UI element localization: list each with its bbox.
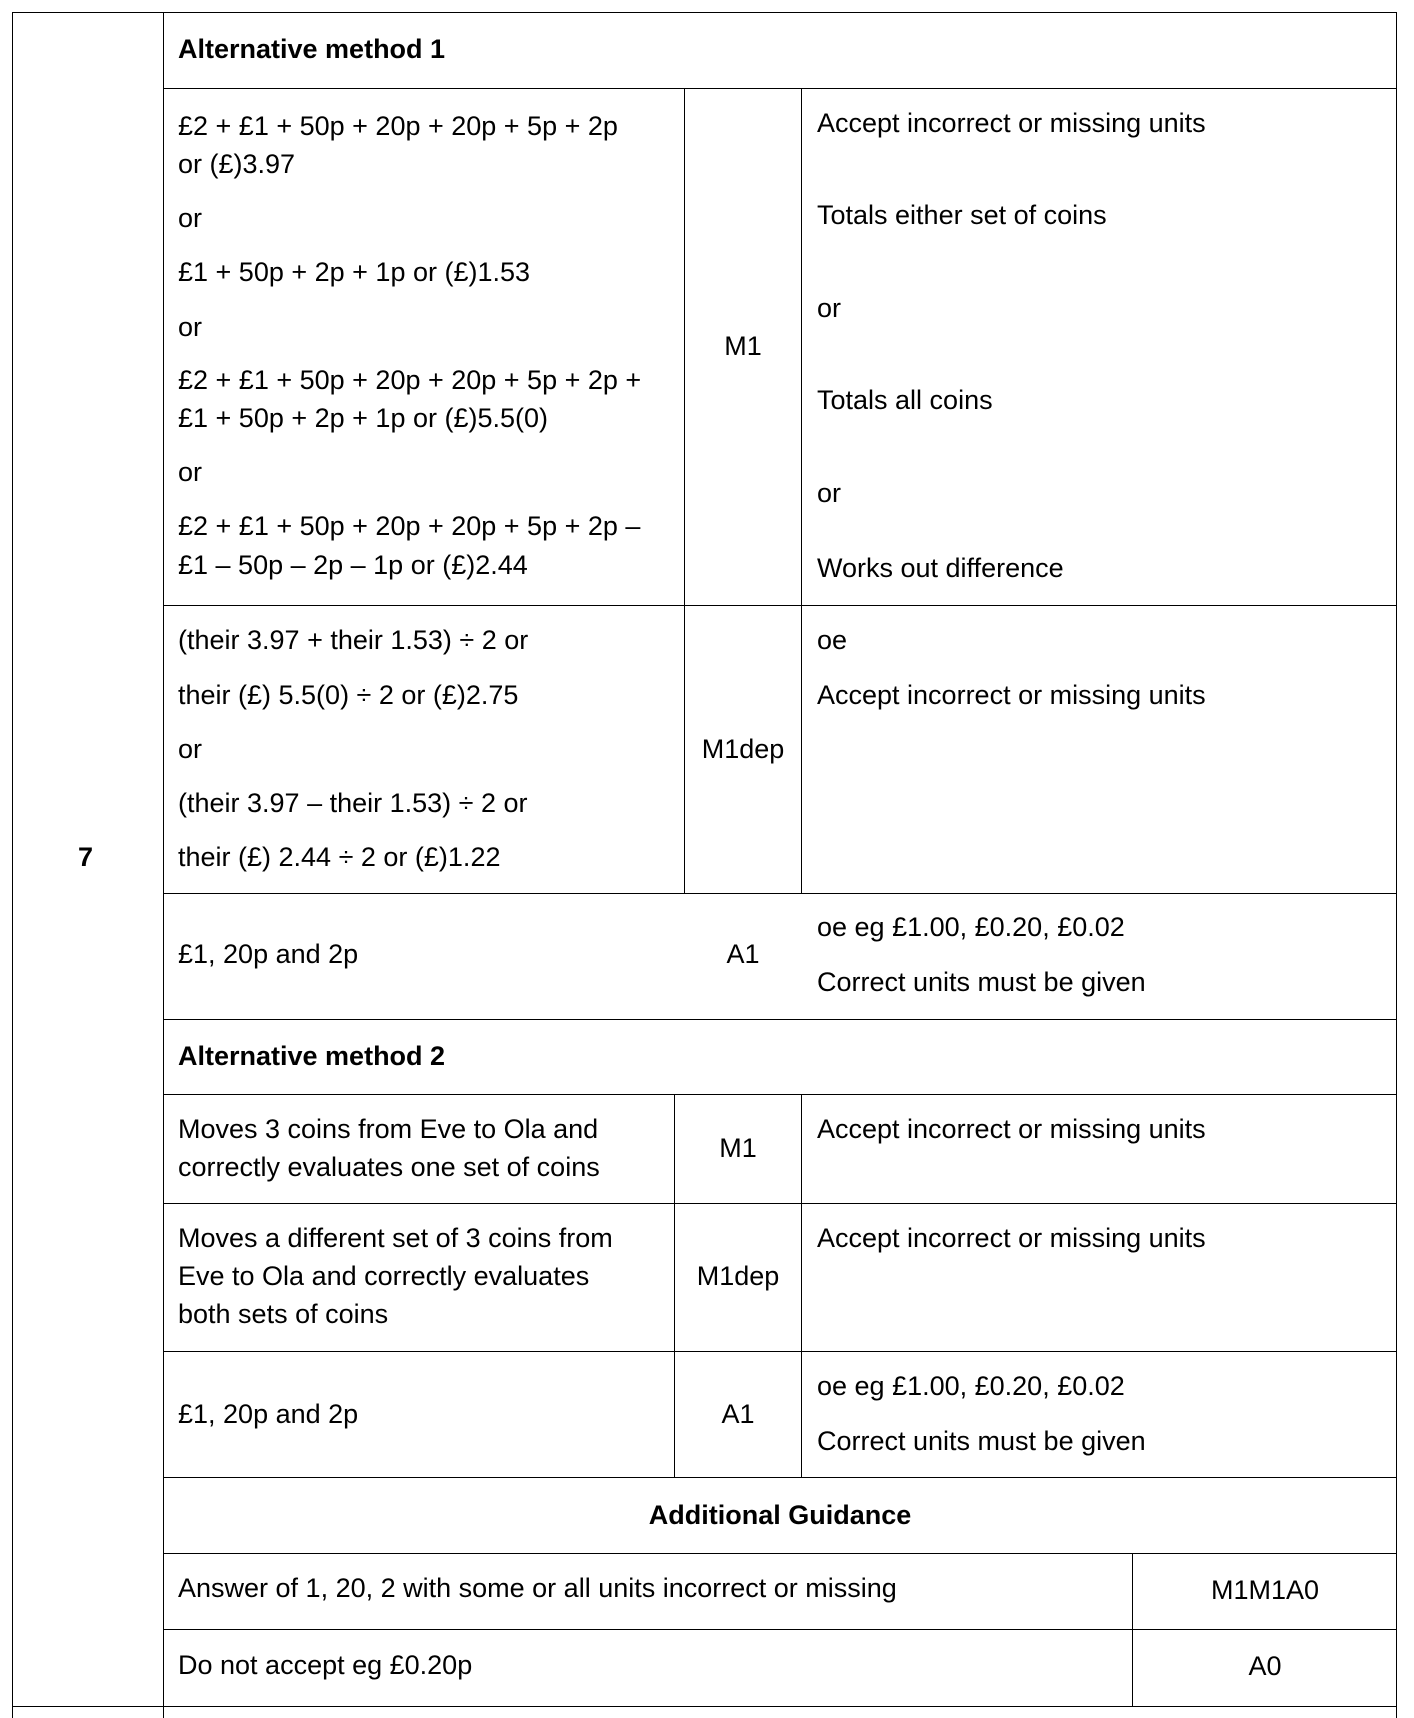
method-step-text: £2 + £1 + 50p + 20p + 20p + 5p + 2p: [178, 111, 618, 141]
comment-text: Totals either set of coins: [817, 200, 1107, 230]
row-divider: [163, 605, 1397, 606]
mark-code: A1: [726, 939, 760, 969]
comment-text: Accept incorrect or missing units: [817, 680, 1206, 710]
table-border-top: [12, 12, 1397, 13]
method-heading: Alternative method 2: [178, 1041, 446, 1071]
guidance-mark: M1M1A0: [1210, 1575, 1320, 1605]
mark-code: M1dep: [701, 734, 785, 764]
method-step-text: £2 + £1 + 50p + 20p + 20p + 5p + 2p +: [178, 365, 642, 395]
method-step-text: or: [178, 734, 203, 764]
method-step-text: £2 + £1 + 50p + 20p + 20p + 5p + 2p –: [178, 511, 641, 541]
comment-text: Totals all coins: [817, 385, 993, 415]
comment-text: Accept incorrect or missing units: [817, 1223, 1206, 1253]
column-divider: [801, 1094, 802, 1477]
method-step-text: Moves 3 coins from Eve to Ola and: [178, 1114, 599, 1144]
row-divider: [163, 1203, 1397, 1204]
column-divider: [1132, 1553, 1133, 1706]
column-divider: [684, 88, 685, 893]
method-step-text: £1, 20p and 2p: [178, 939, 359, 969]
method-heading: Alternative method 1: [178, 34, 446, 64]
comment-text: Correct units must be given: [817, 1426, 1146, 1456]
method-step-text: both sets of coins: [178, 1299, 389, 1329]
column-divider: [801, 88, 802, 893]
row-divider: [163, 893, 1397, 894]
comment-text: oe: [817, 625, 848, 655]
table-border-left: [12, 12, 13, 1718]
guidance-text: Do not accept eg £0.20p: [178, 1650, 473, 1680]
row-divider: [163, 1477, 1397, 1478]
row-divider: [163, 88, 1397, 89]
comment-text: oe eg £1.00, £0.20, £0.02: [817, 1371, 1125, 1401]
row-divider: [163, 1351, 1397, 1352]
method-step-text: Moves a different set of 3 coins from: [178, 1223, 613, 1253]
method-step-text: £1, 20p and 2p: [178, 1399, 359, 1429]
method-step-text: £1 + 50p + 2p + 1p or (£)5.5(0): [178, 403, 548, 433]
method-step-text: or: [178, 457, 203, 487]
question-number: 7: [78, 842, 94, 872]
mark-code: M1dep: [696, 1261, 780, 1291]
comment-text: Accept incorrect or missing units: [817, 1114, 1206, 1144]
method-step-text: £1 – 50p – 2p – 1p or (£)2.44: [178, 550, 528, 580]
method-step-text: (their 3.97 + their 1.53) ÷ 2 or: [178, 625, 529, 655]
comment-text: Accept incorrect or missing units: [817, 108, 1206, 138]
question-column-divider: [163, 12, 164, 1718]
comment-text: Works out difference: [817, 553, 1064, 583]
guidance-heading: Additional Guidance: [648, 1500, 912, 1530]
method-step-text: Eve to Ola and correctly evaluates: [178, 1261, 590, 1291]
guidance-mark: A0: [1248, 1651, 1282, 1681]
row-divider: [163, 1629, 1397, 1630]
method-step-text: or: [178, 203, 203, 233]
method-step-text: their (£) 5.5(0) ÷ 2 or (£)2.75: [178, 680, 519, 710]
row-divider: [163, 1553, 1397, 1554]
method-step-text: or (£)3.97: [178, 149, 296, 179]
method-step-text: (their 3.97 – their 1.53) ÷ 2 or: [178, 788, 528, 818]
comment-text: Correct units must be given: [817, 967, 1146, 997]
comment-text: or: [817, 293, 842, 323]
method-step-text: or: [178, 312, 203, 342]
table-border-bottom: [12, 1706, 1397, 1707]
guidance-text: Answer of 1, 20, 2 with some or all units incorrect or missing: [178, 1573, 897, 1603]
mark-code: M1: [724, 331, 762, 361]
column-divider: [674, 1094, 675, 1477]
table-border-right: [1396, 12, 1397, 1718]
comment-text: oe eg £1.00, £0.20, £0.02: [817, 912, 1125, 942]
mark-code: M1: [719, 1133, 757, 1163]
method-step-text: their (£) 2.44 ÷ 2 or (£)1.22: [178, 842, 501, 872]
comment-text: or: [817, 478, 842, 508]
row-divider: [163, 1019, 1397, 1020]
mark-code: A1: [721, 1399, 755, 1429]
method-step-text: correctly evaluates one set of coins: [178, 1152, 600, 1182]
row-divider: [163, 1094, 1397, 1095]
method-step-text: £1 + 50p + 2p + 1p or (£)1.53: [178, 257, 531, 287]
